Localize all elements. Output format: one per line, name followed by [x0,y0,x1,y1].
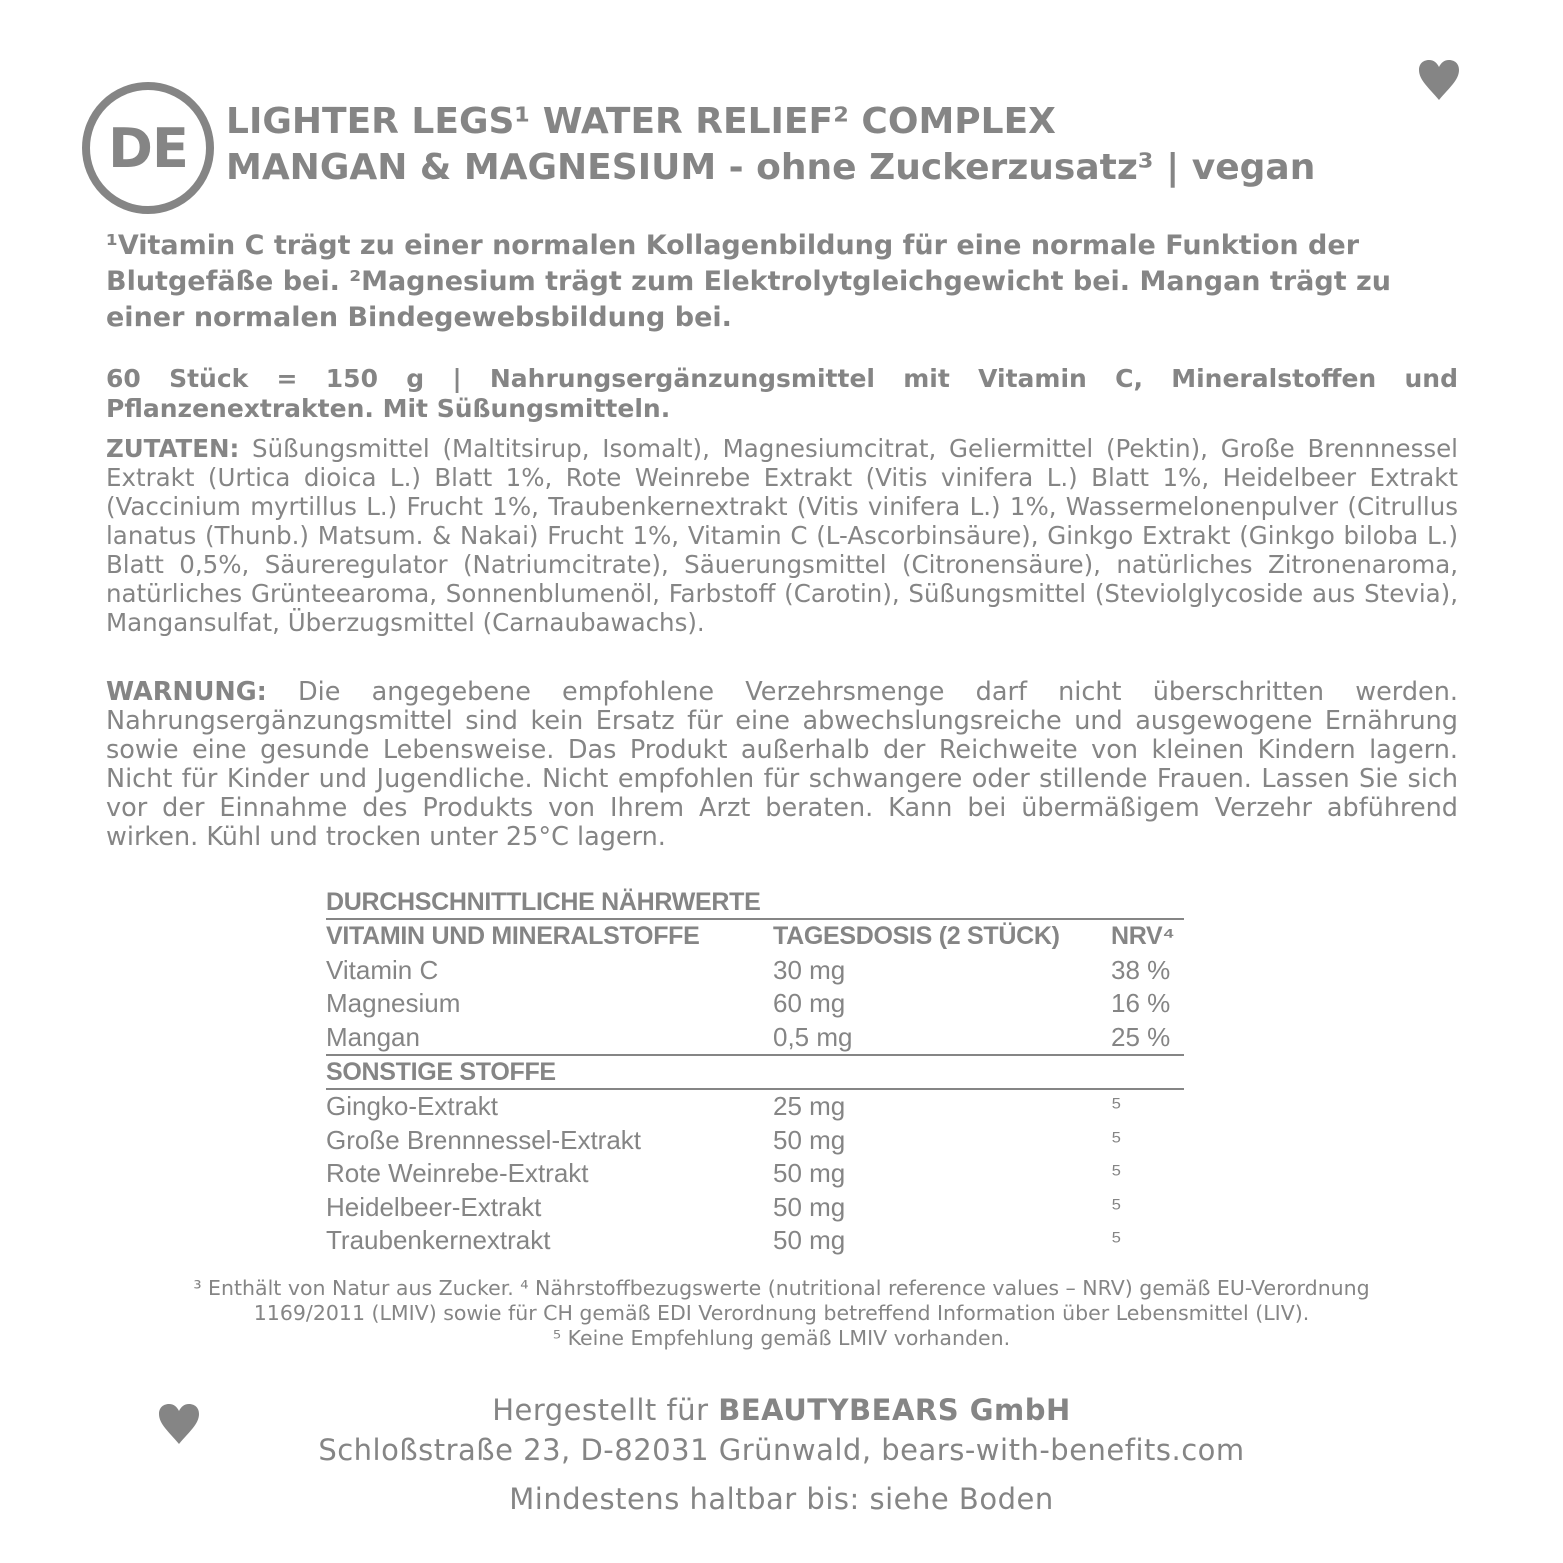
made-for-line [100,1390,1463,1430]
substance-dose: 25 mg [773,1091,846,1121]
substance-name: Traubenkernextrakt [326,1225,551,1255]
footnotes [100,1276,1463,1351]
table-header-row [326,920,1184,954]
substance-nrv: ⁵ [1111,1158,1122,1188]
ingredients-section [106,434,1458,637]
manufacturer-footer [100,1390,1463,1519]
column-header-nrv: NRV⁴ [1111,922,1175,950]
table-row [326,1157,1184,1191]
nutrient-nrv: 25 % [1111,1021,1171,1052]
product-subtitle: MANGAN & MAGNESIUM - ohne Zuckerzusatz³ | vegan [226,147,1316,188]
substance-nrv: ⁵ [1111,1191,1122,1222]
substance-dose: 50 mg [773,1124,846,1155]
footnote-line: ⁵ Keine Empfehlung gemäß LMIV vorhanden. [552,1326,1011,1350]
nutrient-dose: 60 mg [773,988,846,1018]
other-substances-heading: SONSTIGE STOFFE [326,1056,1184,1090]
product-title: LIGHTER LEGS¹ WATER RELIEF² COMPLEX [226,101,1056,142]
nutrient-name: Vitamin C [326,954,439,985]
nutrition-heading: DURCHSCHNITTLICHE NÄHRWERTE [326,886,1184,920]
substance-nrv: ⁵ [1111,1225,1122,1255]
table-row [326,1191,1184,1225]
nutrition-table [326,886,1184,1258]
substance-name: Rote Weinrebe-Extrakt [326,1158,589,1188]
ingredients-label: ZUTATEN: [106,434,240,463]
footnote-line: ³ Enthält von Natur aus Zucker. ⁴ Nährstoffbezugswerte (nutritional reference values – NRV) gemäß EU-Verordnung [193,1276,1370,1300]
footnote-line: 1169/2011 (LMIV) sowie für CH gemäß EDI Verordnung betreffend Information über Lebensmittel (LIV). [253,1301,1310,1325]
language-code: DE [108,116,188,180]
table-row [326,987,1184,1021]
best-before-line: Mindestens haltbar bis: siehe Boden [509,1482,1054,1516]
substance-dose: 50 mg [773,1191,846,1222]
substance-dose: 50 mg [773,1158,846,1188]
nutrient-nrv: 38 % [1111,954,1171,985]
health-claims: ¹Vitamin C trägt zu einer normalen Kollagenbildung für eine normale Funktion der Blutgefäße bei. ²Magnesium trägt zum Elektrolytgleichgewicht bei. Mangan trägt zu einer normalen Bindegewebsbildung bei. [106,230,1391,333]
nutrient-nrv: 16 % [1111,988,1171,1018]
substance-name: Große Brennnessel-Extrakt [326,1124,642,1155]
ingredients-text: Süßungsmittel (Maltitsirup, Isomalt), Magnesiumcitrat, Geliermittel (Pektin), Große Brennnessel Extrakt (Urtica dioica L.) Blatt 1%, Rote Weinrebe Extrakt (Vitis vinifera L.) Blatt 1%, Heidelbeer Extrakt (Vaccinium myrtillus L.) Frucht 1%, Traubenkernextrakt (Vitis vinifera L.) 1%, Wassermelonenpulver (Citrullus lanatus (Thunb.) Matsum. & Nakai) Frucht 1%, Vitamin C (L-Ascorbinsäure), Ginkgo Extrakt (Ginkgo biloba L.) Blatt 0,5%, Säureregulator (Natriumcitrate), Säuerungsmittel (Citronensäure), natürliches Zitronenaroma, natürliches Grünteearoma, Sonnenblumenöl, Farbstoff (Carotin), Süßungsmittel (Steviolglycoside aus Stevia), Mangansulfat, Überzugsmittel (Carnaubawachs). [106,434,1458,637]
nutrient-dose: 0,5 mg [773,1021,853,1052]
nutrient-name: Mangan [326,1021,420,1052]
table-row [326,1090,1184,1124]
nutrient-name: Magnesium [326,988,461,1018]
table-row [326,954,1184,988]
company-name: BEAUTYBEARS GmbH [718,1393,1071,1427]
column-header-nutrient: VITAMIN UND MINERALSTOFFE [326,922,700,950]
made-for-prefix: Hergestellt für [492,1393,719,1427]
substance-nrv: ⁵ [1111,1091,1122,1121]
column-header-dose: TAGESDOSIS (2 STÜCK) [773,922,1060,950]
warning-text: Die angegebene empfohlene Verzehrsmenge darf nicht überschritten werden. Nahrungsergänzungsmittel sind kein Ersatz für eine abwechslungsreiche und ausgewogene Ernährung sowie eine gesunde Lebensweise. Das Produkt außerhalb der Reichweite von kleinen Kindern lagern. Nicht für Kinder und Jugendliche. Nicht empfohlen für schwangere oder stillende Frauen. Lassen Sie sich vor der Einnahme des Produkts von Ihrem Arzt beraten. Kann bei übermäßigem Verzehr abführend wirken. Kühl und trocken unter 25°C lagern. [106,677,1458,852]
substance-nrv: ⁵ [1111,1124,1122,1155]
substance-dose: 50 mg [773,1225,846,1255]
nutrient-dose: 30 mg [773,954,846,985]
table-row [326,1224,1184,1258]
product-description: 60 Stück = 150 g | Nahrungsergänzungsmittel mit Vitamin C, Mineralstoffen und Pflanzenextrakten. Mit Süßungsmitteln. [106,364,1458,423]
table-row [326,1021,1184,1057]
language-badge [82,82,214,214]
heart-icon [1417,58,1461,102]
warning-label: WARNUNG: [106,677,267,707]
substance-name: Heidelbeer-Extrakt [326,1191,542,1222]
address-line: Schloßstraße 23, D-82031 Grünwald, bears-with-benefits.com [318,1433,1245,1467]
substance-name: Gingko-Extrakt [326,1091,498,1121]
table-row [326,1124,1184,1158]
warning-section [106,678,1458,852]
